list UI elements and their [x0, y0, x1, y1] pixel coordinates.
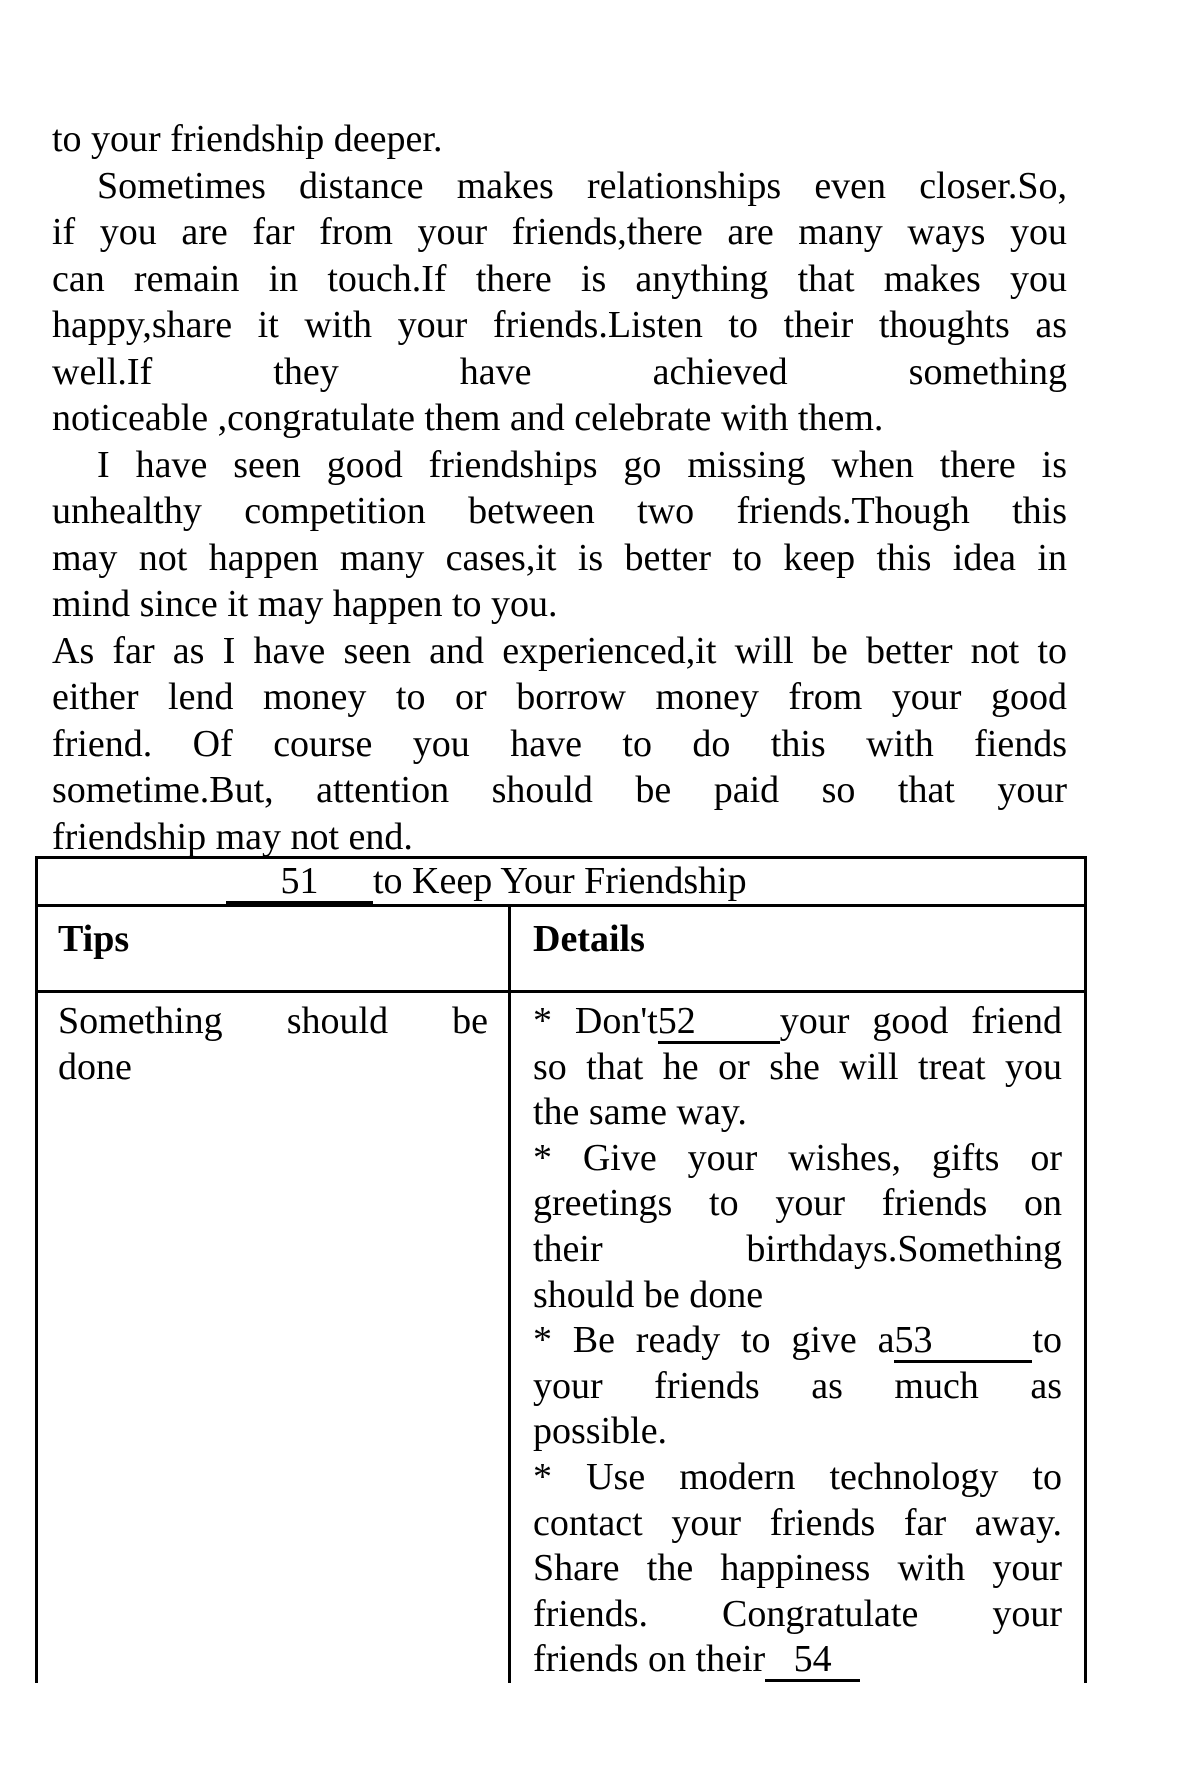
- details-line: * Give your wishes, gifts or: [533, 1136, 1062, 1179]
- blank-54: 54: [765, 1639, 860, 1682]
- passage-line: if you are far from your friends,there are many ways you: [52, 211, 1067, 253]
- details-header: Details: [533, 918, 645, 960]
- passage-line: As far as I have seen and experienced,it will be better not to: [52, 629, 1067, 672]
- details-cell: [511, 993, 1084, 1683]
- details-line: friends on their 54: [533, 1637, 1062, 1683]
- details-line: possible.: [533, 1410, 668, 1453]
- table-title-row: [38, 859, 1084, 907]
- passage-line: happy,share it with your friends.Listen to their thoughts as: [52, 304, 1067, 346]
- details-line: * Be ready to give a53 to: [533, 1319, 1062, 1362]
- details-line: your friends as much as: [533, 1364, 1062, 1407]
- details-line: * Don't52 your good friend: [533, 1000, 1062, 1042]
- details-line: contact your friends far away.: [533, 1501, 1062, 1544]
- tips-line: Something should be: [58, 1000, 488, 1042]
- passage-line: to your friendship deeper.: [52, 118, 443, 160]
- blank-51: 51: [226, 861, 373, 904]
- details-line: friends. Congratulate your: [533, 1592, 1062, 1635]
- blank-52: 52: [658, 1001, 780, 1044]
- details-line: Share the happiness with your: [533, 1547, 1062, 1590]
- details-line: their birthdays.Something: [533, 1227, 1062, 1270]
- details-line: so that he or she will treat you: [533, 1045, 1062, 1088]
- table-body-row: [38, 993, 1084, 1683]
- blank-53: 53: [894, 1320, 1032, 1363]
- passage-line: either lend money to or borrow money from your good: [52, 676, 1067, 718]
- details-line: should be done: [533, 1273, 764, 1316]
- details-line: * Use modern technology to: [533, 1455, 1062, 1498]
- tips-line: done: [58, 1045, 132, 1088]
- passage-line: can remain in touch.If there is anything that makes you: [52, 257, 1067, 300]
- passage-line: may not happen many cases,it is better to keep this idea in: [52, 536, 1067, 579]
- details-line: greetings to your friends on: [533, 1182, 1062, 1225]
- table-title-text: to Keep Your Friendship: [373, 860, 747, 902]
- passage-line: friendship may not end.: [52, 815, 413, 858]
- passage-line: unhealthy competition between two friends.Though this: [52, 490, 1067, 532]
- tips-header: Tips: [38, 907, 511, 990]
- table-header-row: [38, 907, 1084, 993]
- passage-line: mind since it may happen to you.: [52, 583, 558, 625]
- details-line: the same way.: [533, 1091, 747, 1134]
- tips-cell: [38, 993, 511, 1683]
- passage-line: well.If they have achieved something: [52, 350, 1067, 393]
- passage-line: sometime.But, attention should be paid so that your: [52, 769, 1067, 811]
- passage-line: Sometimes distance makes relationships even closer.So,: [97, 164, 1067, 207]
- passage-line: friend. Of course you have to do this with fiends: [52, 722, 1067, 765]
- passage-line: I have seen good friendships go missing when there is: [97, 443, 1067, 486]
- tips-table: [35, 856, 1087, 1683]
- passage: [52, 116, 1067, 860]
- passage-line: noticeable ,congratulate them and celebrate with them.: [52, 397, 884, 439]
